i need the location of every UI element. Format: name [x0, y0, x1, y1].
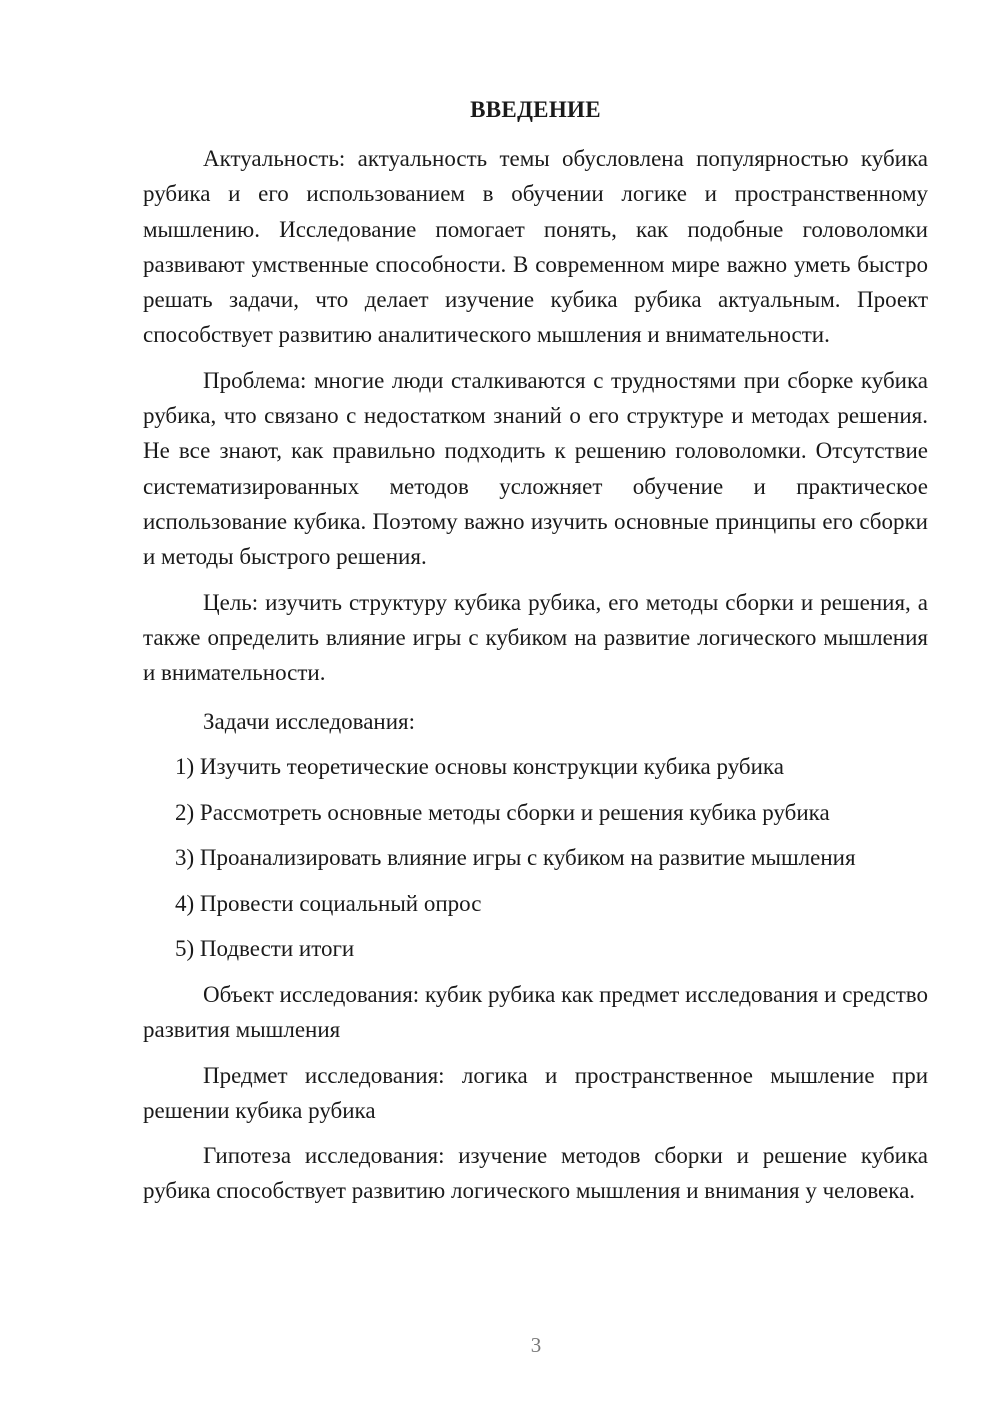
subject-paragraph: Предмет исследования: логика и пространственное мышление при решении кубика рубика	[143, 1062, 928, 1123]
task-item: 2) Рассмотреть основные методы сборки и решения кубика рубика	[175, 799, 830, 825]
tasks-list	[143, 749, 928, 966]
page-title: ВВЕДЕНИЕ	[470, 97, 601, 122]
relevance-paragraph: Актуальность: актуальность темы обусловлена популярностью кубика рубика и его использованием в обучении логике и пространственному мышлению. Исследование помогает понять, как подобные головоломки развивают умственные способности. В современном мире важно уметь быстро решать задачи, что делает изучение кубика рубика актуальным. Проект способствует развитию аналитического мышления и внимательности.	[143, 146, 928, 348]
hypothesis-paragraph: Гипотеза исследования: изучение методов сборки и решение кубика рубика способствует развитию логического мышления и внимания у человека.	[143, 1143, 928, 1204]
page-number: 3	[530, 1333, 542, 1357]
task-item: 3) Проанализировать влияние игры с кубиком на развитие мышления	[175, 845, 856, 871]
task-item: 5) Подвести итоги	[175, 936, 355, 962]
object-paragraph: Объект исследования: кубик рубика как предмет исследования и средство развития мышления	[143, 981, 928, 1043]
goal-paragraph: Цель: изучить структуру кубика рубика, его методы сборки и решения, а также определить влияние игры с кубиком на развитие логического мышления и внимательности.	[143, 589, 928, 686]
tasks-heading: Задачи исследования:	[203, 709, 416, 735]
page-content	[143, 95, 928, 1219]
task-item: 4) Провести социальный опрос	[175, 890, 482, 916]
problem-paragraph: Проблема: многие люди сталкиваются с трудностями при сборке кубика рубика, что связано с недостатком знаний о его структуре и методах решения. Не все знают, как правильно подходить к решению головоломки. Отсутствие систематизированных методов усложняет обучение и практическое использование кубика. Поэтому важно изучить основные принципы его сборки и методы быстрого решения.	[143, 367, 928, 570]
task-item: 1) Изучить теоретические основы конструкции кубика рубика	[175, 754, 784, 780]
